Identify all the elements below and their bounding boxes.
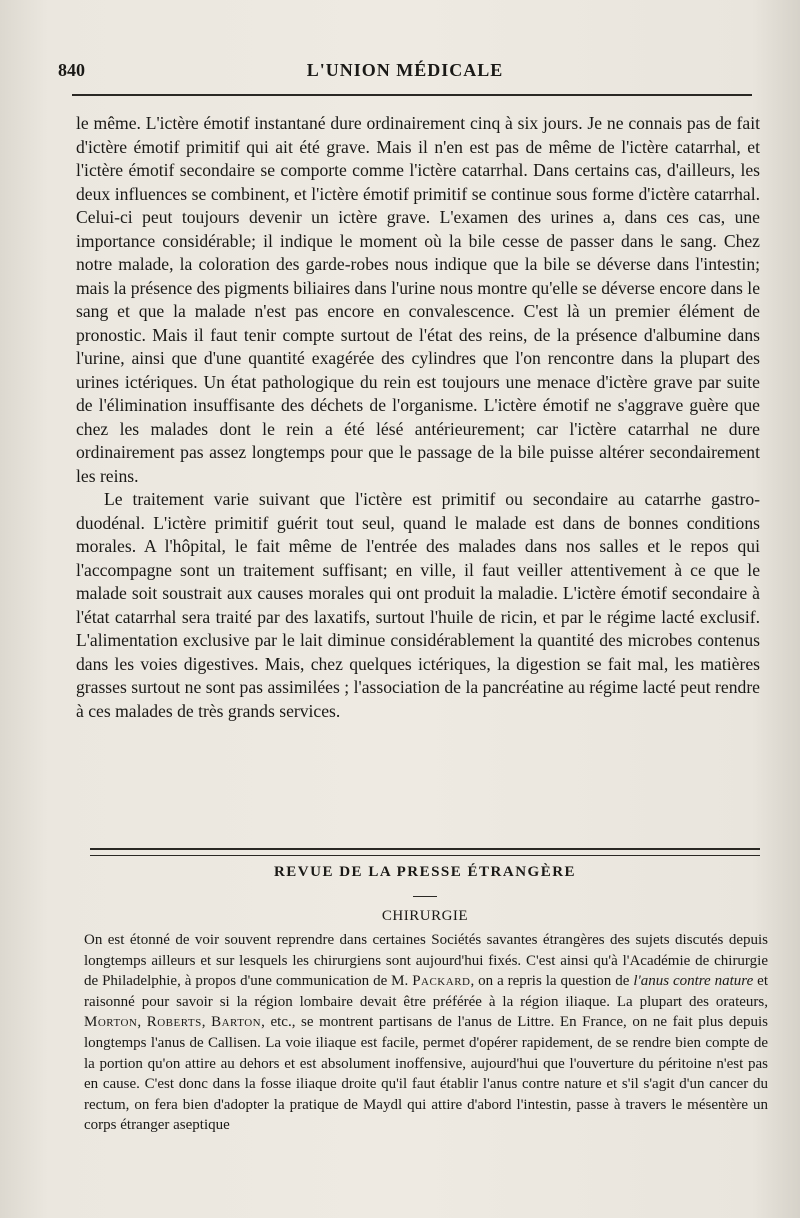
author-name-packard: Packard xyxy=(412,973,471,990)
page-number: 840 xyxy=(58,60,85,80)
running-title: L'UNION MÉDICALE xyxy=(306,60,504,80)
section-divider xyxy=(90,848,760,856)
separator: , xyxy=(137,1014,142,1031)
article-text-part: , etc., se montrent partisans de l'anus de Littre. En France, on ne fait plus depuis longtemps l'anus de Callisen. La voie iliaque est facile, permet d'opérer rapidement, de se rendre bien compte de la portion qu'on attire au dehors et est absolument inoffensive, aujourd'hui que l'ouverture du péritoine n'est pas en cause. C'est donc dans la fosse iliaque droite qu'il faut établir l'anus contre nature et s'il s'agit d'un cancer du rectum, on fera bien d'adopter la pratique de Maydl qui attire d'abord l'intestin, passe à travers le mésentère un corps étranger aseptique xyxy=(84,1014,768,1134)
article-text-part: et raisonné pour savoir si la région lombaire devait être préférée à la région iliaque. La plupart des orateurs, xyxy=(84,973,768,1010)
page-header xyxy=(58,60,752,88)
header-rule xyxy=(72,94,752,96)
article-term: l'anus contre nature xyxy=(633,973,754,990)
author-name-morton: Morton xyxy=(84,1014,138,1031)
separator: , xyxy=(201,1014,206,1031)
article-text-part: , on a repris la question de xyxy=(470,973,630,990)
article-paragraph xyxy=(84,930,768,1136)
paragraph-2: Le traitement varie suivant que l'ictère est primitif ou secondaire au catarrhe gastro-duodénal. L'ictère primitif guérit tout seul, quand le malade est dans de bonnes conditions morales. A l'hôpital, le fait même de l'entrée des malades dans nos salles et le repos qui l'accompagne sont un traitement suffisant; en ville, il faut veiller attentivement à ce que le malade soit soustrait aux causes morales qui ont produit la maladie. L'ictère émotif secondaire à l'état catarrhal sera traité par des laxatifs, surtout l'huile de ricin, et par le régime lacté exclusif. L'alimentation exclusive par le lait diminue considérablement la quantité des microbes contenus dans les voies digestives. Mais, chez quelques ictériques, la digestion se fait mal, les matières grasses surtout ne sont pas assimilées ; l'association de la pancréatine au régime lacté peut rendre à ces malades de très grands services. xyxy=(76,489,760,721)
author-name-roberts: Roberts xyxy=(146,1014,202,1031)
short-divider xyxy=(413,896,437,897)
paragraph-1: le même. L'ictère émotif instantané dure ordinairement cinq à six jours. Je ne connais pas de fait d'ictère émotif primitif qui ait été grave. Mais il n'en est pas de même de l'ictère catarrhal, et l'ictère émotif secondaire se comporte comme l'ictère catarrhal. Dans certains cas, d'ailleurs, les deux influences se combinent, et l'ictère émotif primitif se continue sous forme d'ictère catarrhal. Celui-ci peut toujours devenir un ictère grave. L'examen des urines a, dans ces cas, une importance considérable; il indique le moment où la bile cesse de passer dans le sang. Chez notre malade, la coloration des garde-robes nous indique que la bile se déverse dans l'intestin; mais la présence des pigments biliaires dans l'urine nous montre qu'elle se déverse encore dans le sang et que la malade n'est pas encore en convalescence. C'est là un premier élément de pronostic. Mais il faut tenir compte surtout de l'état des reins, de la présence d'albumine dans l'urine, ainsi que d'une quantité exagérée des cylindres que l'on rencontre dans la plupart des urines ictériques. Un état pathologique du rein est toujours une menace d'ictère grave par suite de l'élimination insuffisante des déchets de l'organisme. L'ictère émotif ne s'aggrave guère que chez les malades dont le rein a été lésé antérieurement; car l'ictère catarrhal ne dure ordinairement pas assez longtemps pour que le passage de la bile puisse altérer secondairement les reins. xyxy=(76,113,760,486)
main-text xyxy=(76,112,760,723)
section-title: REVUE DE LA PRESSE ÉTRANGÈRE xyxy=(273,864,577,880)
article-text xyxy=(84,930,768,1136)
author-name-barton: Barton xyxy=(211,1014,262,1031)
article-text-part: On est étonné de voir souvent reprendre dans certaines Sociétés savantes étrangères des sujets discutés depuis longtemps ailleurs et sur lesquels les chirurgiens sont aujourd'hui fixés. C'est ainsi qu'à l'Académie de chirurgie de Philadelphie, à propos d'une communication de M. xyxy=(84,932,768,990)
section-subtitle: CHIRURGIE xyxy=(381,908,469,924)
